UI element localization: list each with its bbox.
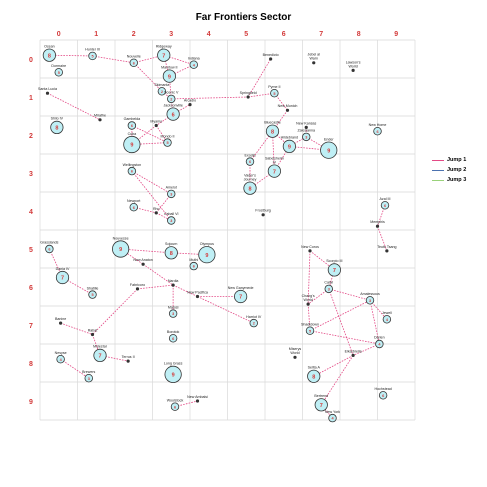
star-system[interactable]	[380, 197, 391, 209]
world-name: Bluecastle	[264, 120, 281, 125]
world-dot	[46, 92, 49, 95]
star-system[interactable]	[51, 64, 66, 76]
world-code: 3	[170, 219, 173, 224]
world-name: Gambelda	[123, 117, 141, 122]
world-name: Chang's	[301, 294, 315, 298]
star-system[interactable]	[55, 351, 67, 363]
world-code: 6	[173, 405, 177, 410]
star-system[interactable]	[133, 258, 152, 266]
world-code: 6	[171, 112, 175, 119]
world-code: 8	[312, 374, 316, 381]
world-name: Jacksonville	[163, 103, 183, 108]
world-code: 9	[327, 148, 331, 155]
world-code: 7	[319, 403, 323, 409]
world-name: Ridgeway	[155, 44, 172, 49]
world-name: Muthi	[189, 257, 199, 262]
star-system[interactable]	[124, 117, 141, 129]
world-code: 5	[273, 91, 276, 96]
world-dot	[98, 118, 101, 121]
legend-item-jump-1	[432, 155, 486, 165]
star-system[interactable]	[88, 328, 98, 336]
world-code: 6	[48, 247, 51, 252]
column-header: 2	[131, 31, 136, 38]
star-system[interactable]	[268, 85, 280, 97]
world-name: Molestar	[93, 344, 107, 349]
world-name: Indiana	[187, 56, 200, 61]
world-name: Nouvesse	[112, 236, 129, 241]
world-dot	[127, 360, 130, 363]
world-code: 6	[383, 203, 387, 208]
world-name: Arcadio	[183, 98, 197, 103]
star-system[interactable]	[264, 121, 281, 138]
world-code: 6	[382, 393, 385, 398]
star-system[interactable]	[375, 387, 392, 399]
world-name: Warn	[309, 56, 318, 61]
star-system[interactable]	[184, 99, 196, 107]
world-code: 2	[252, 321, 255, 326]
jump-route	[132, 171, 171, 194]
column-headers	[57, 31, 399, 38]
column-header: 1	[94, 31, 99, 38]
star-system[interactable]	[189, 258, 198, 270]
star-system[interactable]	[370, 220, 385, 228]
jump-route	[171, 97, 248, 99]
star-system[interactable]	[85, 48, 100, 60]
world-code: 5	[57, 70, 60, 75]
world-name: Skimanta	[154, 83, 170, 87]
world-name: Long Grass	[163, 361, 183, 366]
world-dot	[196, 399, 199, 402]
star-system[interactable]	[302, 294, 315, 306]
world-code: 3	[305, 135, 308, 140]
world-code: 3	[327, 287, 330, 292]
jump-route	[134, 63, 162, 92]
world-name: Hildebrand	[280, 135, 299, 140]
world-code: 7	[239, 294, 243, 301]
world-dot	[385, 249, 388, 252]
world-code: 6	[172, 336, 175, 341]
star-system[interactable]	[112, 236, 128, 257]
world-code: 7	[98, 353, 102, 360]
row-headers	[29, 57, 33, 406]
world-name: Mirathe	[94, 113, 106, 118]
star-system[interactable]	[228, 286, 254, 303]
star-system[interactable]	[55, 317, 66, 325]
legend-label: Jump 3	[447, 177, 467, 183]
legend-label: Jump 1	[447, 157, 467, 163]
world-code: 6	[248, 160, 252, 165]
world-name: Azal III	[379, 197, 391, 201]
world-code: 8	[47, 53, 51, 60]
row-header: 7	[29, 323, 33, 330]
world-name: Myamo	[150, 119, 163, 124]
world-dot	[172, 284, 175, 287]
world-name: Pyme II	[268, 84, 281, 89]
world-name: Scenic V	[164, 90, 179, 95]
world-name: Frostburg	[255, 208, 271, 213]
world-name: World	[348, 64, 358, 69]
legend-swatch-jump-3	[432, 180, 444, 181]
world-name: Sabelsheim	[264, 156, 284, 161]
world-code: 2	[170, 97, 173, 102]
world-code: 2	[160, 89, 163, 94]
world-code: 9	[167, 74, 171, 81]
world-code: 6	[376, 129, 379, 134]
world-code: 6	[130, 169, 133, 174]
row-header: 5	[29, 247, 33, 254]
world-code: 6	[192, 264, 195, 269]
world-name: Jewell	[381, 311, 392, 315]
jump-route	[310, 331, 379, 344]
column-header: 8	[356, 31, 361, 38]
row-header: 0	[29, 57, 33, 64]
star-system[interactable]	[164, 362, 183, 383]
star-system[interactable]	[56, 267, 70, 284]
world-name: Sellta A	[307, 365, 320, 370]
world-code: 7	[272, 169, 276, 176]
column-header: 3	[169, 31, 174, 38]
world-code: 3	[368, 298, 372, 303]
star-system[interactable]	[51, 117, 64, 134]
world-name: Bertrend	[314, 394, 329, 399]
world-dot	[196, 295, 199, 298]
world-name: Ocean	[44, 44, 55, 49]
world-name: Fabricoro	[129, 282, 146, 287]
world-name: Amelot	[165, 185, 177, 190]
star-system[interactable]	[265, 156, 284, 177]
star-system[interactable]	[244, 174, 257, 195]
world-dot	[188, 103, 191, 106]
star-system[interactable]	[156, 45, 172, 62]
world-name: Sojourn	[165, 242, 178, 247]
world-name: Zalesianna	[297, 128, 316, 133]
world-name: Hochstead	[374, 387, 392, 391]
column-header: 0	[56, 31, 61, 38]
column-header: 7	[319, 31, 324, 38]
star-system[interactable]	[122, 355, 135, 363]
world-code: 4	[331, 416, 334, 421]
world-name: World	[290, 351, 300, 356]
star-system[interactable]	[321, 138, 337, 159]
world-name: Springfield	[239, 90, 257, 95]
world-code: 6	[130, 124, 133, 129]
star-system[interactable]	[255, 209, 270, 217]
legend	[432, 155, 486, 185]
world-name: Terrus II	[121, 355, 135, 359]
world-name: Elkarbrella	[344, 349, 362, 354]
row-header: 1	[29, 95, 33, 102]
world-name: Benedicto	[262, 52, 279, 57]
world-code: 8	[169, 251, 173, 257]
world-code: 3	[170, 192, 173, 197]
jump-route	[329, 289, 353, 356]
world-dot	[293, 356, 296, 359]
world-name: Borotok	[166, 330, 180, 334]
world-dot	[262, 213, 265, 216]
star-system[interactable]	[123, 163, 142, 175]
star-system[interactable]	[40, 241, 58, 253]
row-header: 9	[29, 399, 33, 406]
star-system[interactable]	[94, 114, 106, 122]
star-system[interactable]	[314, 394, 328, 411]
world-code: 4	[378, 342, 381, 347]
row-header: 6	[29, 285, 33, 292]
world-code: 8	[270, 129, 275, 136]
star-system[interactable]	[161, 65, 177, 82]
world-name: Nesyse	[54, 350, 67, 355]
world-dot	[155, 124, 158, 127]
world-code: 4	[192, 63, 195, 68]
column-header: 5	[244, 31, 249, 38]
world-name: Cuba	[127, 131, 137, 136]
world-dot	[247, 95, 250, 98]
world-name: Nouvelle	[126, 54, 141, 59]
world-name: Exodia	[244, 153, 256, 158]
world-dot	[142, 263, 145, 266]
world-name: Shatille	[86, 286, 99, 291]
hex-grid	[40, 40, 415, 420]
world-name: Newport	[127, 198, 141, 203]
star-system[interactable]	[369, 123, 387, 135]
world-dot	[308, 249, 311, 252]
world-code: 8	[55, 125, 59, 132]
star-system[interactable]	[124, 132, 140, 153]
world-dot	[286, 109, 289, 112]
world-name: Calivi	[324, 280, 334, 285]
column-header: 9	[394, 31, 399, 38]
star-system[interactable]	[43, 45, 55, 62]
star-system[interactable]	[163, 103, 182, 120]
world-code: 4	[385, 317, 388, 322]
world-dot	[352, 354, 355, 357]
world-name: Shadtdown	[301, 322, 319, 327]
world-code: 5	[308, 329, 312, 334]
star-system[interactable]	[165, 242, 177, 259]
world-name: World	[303, 298, 313, 302]
world-dot	[352, 69, 355, 72]
world-name: New Anaton	[133, 258, 153, 263]
world-dot	[307, 303, 310, 306]
column-header: 4	[206, 31, 211, 38]
world-name: Woolstock	[166, 398, 184, 403]
world-name: Santa Lucia	[38, 87, 57, 92]
star-system[interactable]	[245, 153, 256, 165]
star-system[interactable]	[168, 305, 179, 317]
world-code: 6	[132, 205, 135, 210]
star-system[interactable]	[87, 286, 99, 298]
world-dot	[155, 211, 158, 214]
star-system[interactable]	[345, 349, 362, 357]
world-code: 4	[59, 357, 62, 362]
star-system[interactable]	[281, 136, 298, 153]
legend-swatch-jump-1	[432, 160, 444, 161]
world-name: Ender	[323, 137, 334, 142]
star-system[interactable]	[38, 87, 57, 95]
world-name: Shilo IV	[50, 116, 64, 121]
star-system[interactable]	[278, 104, 298, 112]
world-dot	[312, 61, 315, 64]
star-system[interactable]	[289, 347, 302, 359]
world-name: Teute Tsang	[377, 244, 397, 249]
world-name: New Pacifica	[187, 290, 208, 295]
world-name: Jebel al	[307, 52, 320, 57]
star-system[interactable]	[199, 242, 215, 263]
world-dot	[269, 57, 272, 60]
star-system[interactable]	[382, 311, 392, 323]
legend-label: Jump 2	[447, 167, 467, 173]
world-name: Journey	[243, 177, 257, 182]
world-name: Wellingston	[122, 162, 142, 167]
world-name: Nardia	[167, 279, 179, 283]
star-system[interactable]	[127, 55, 141, 67]
star-system[interactable]	[153, 207, 160, 215]
world-dot	[91, 333, 94, 336]
world-name: Scorpio III	[326, 259, 343, 264]
world-name: New Munich	[277, 104, 298, 109]
world-name: Rho	[152, 206, 160, 211]
star-system[interactable]	[164, 91, 179, 103]
star-system[interactable]	[130, 283, 145, 291]
row-header: 3	[29, 171, 33, 178]
legend-swatch-jump-2	[432, 170, 444, 171]
star-system[interactable]	[150, 119, 162, 127]
world-name: Banine	[55, 317, 67, 321]
star-system[interactable]	[308, 366, 321, 383]
world-name: Memphis	[370, 220, 385, 225]
world-name: New Ganymede	[227, 285, 254, 290]
world-code: 9	[171, 372, 175, 379]
world-code: 8	[248, 186, 252, 193]
star-system[interactable]	[188, 56, 200, 68]
world-code: 7	[162, 53, 166, 60]
star-systems[interactable]	[38, 45, 397, 422]
column-header: 6	[281, 31, 286, 38]
world-name: Darien	[374, 335, 385, 340]
world-name: Brewers	[82, 369, 96, 374]
world-name: Caball VI	[163, 212, 179, 217]
world-name: Grasslands	[40, 240, 59, 245]
world-name: New Kansas	[296, 121, 317, 126]
world-name: Matosi	[167, 305, 179, 310]
world-code: 9	[130, 142, 134, 149]
world-name: Rabat	[87, 328, 98, 333]
star-system[interactable]	[297, 129, 315, 141]
world-code: 5	[166, 141, 169, 146]
world-name: Manitow II	[161, 65, 178, 70]
star-system[interactable]	[167, 398, 184, 410]
world-name: New York	[324, 409, 341, 414]
world-dot	[376, 225, 379, 228]
world-code: 9	[287, 144, 291, 151]
star-system[interactable]	[127, 199, 140, 211]
star-system[interactable]	[346, 60, 361, 72]
world-name: Mondo II	[160, 134, 175, 139]
world-name: New Ambalsi	[187, 394, 208, 399]
star-system[interactable]	[93, 345, 108, 362]
world-name: Hunter III	[85, 47, 100, 52]
star-system[interactable]	[308, 53, 321, 65]
world-code: 6	[132, 61, 135, 66]
jump-route	[61, 359, 89, 378]
star-system[interactable]	[324, 281, 333, 293]
star-system[interactable]	[360, 292, 380, 304]
world-dot	[59, 322, 62, 325]
world-code: 9	[119, 247, 123, 254]
row-header: 4	[29, 209, 33, 216]
star-system[interactable]	[167, 330, 180, 342]
world-name: Dormaire	[51, 64, 67, 68]
world-code: 5	[91, 293, 94, 298]
world-code: 5	[91, 54, 94, 59]
world-name: Vader's	[244, 173, 256, 178]
world-code: 7	[60, 275, 65, 282]
world-dot	[136, 287, 139, 290]
star-system[interactable]	[301, 245, 319, 253]
star-system[interactable]	[82, 370, 95, 382]
world-code: 3	[87, 376, 90, 381]
row-header: 8	[29, 361, 33, 368]
world-name: Olympus	[199, 242, 214, 246]
world-code: 9	[205, 252, 209, 259]
legend-item-jump-3	[432, 175, 486, 185]
star-system[interactable]	[301, 322, 319, 334]
map-title: Far Frontiers Sector	[195, 12, 292, 23]
world-name: Dania IV	[55, 266, 70, 271]
world-name: Lawson's	[345, 60, 361, 65]
world-name: New Home	[368, 122, 387, 127]
legend-item-jump-2	[432, 165, 486, 175]
row-header: 2	[29, 133, 33, 140]
world-code: 7	[332, 268, 336, 275]
world-name: Harriot IV	[246, 314, 262, 319]
star-system[interactable]	[377, 245, 396, 253]
world-name: Miserys	[288, 347, 302, 352]
world-name: IV	[272, 160, 277, 165]
world-name: New Coros	[301, 244, 319, 249]
world-code: 3	[172, 312, 175, 317]
world-name: Amalessous	[360, 292, 380, 296]
